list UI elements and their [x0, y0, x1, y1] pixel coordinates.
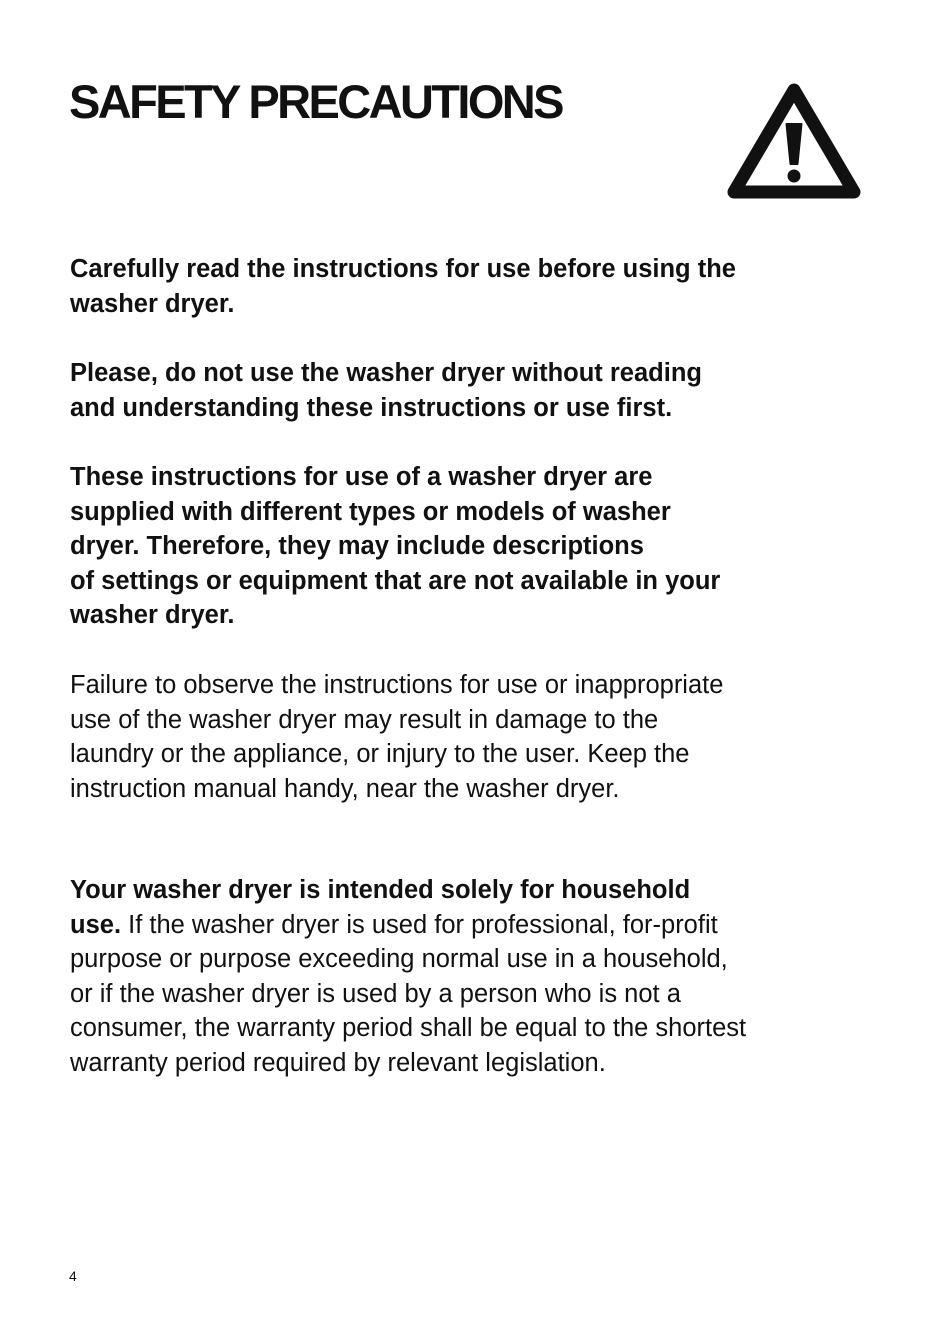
read-instructions-paragraph [70, 252, 890, 321]
text-line: and understanding these instructions or use first. [70, 393, 673, 422]
text-line: consumer, the warranty period shall be equal to the shortest [70, 1014, 747, 1043]
use-label: use. [70, 910, 122, 939]
text-line: purpose or purpose exceeding normal use in a household, [70, 945, 728, 974]
text-line [70, 908, 890, 943]
text-line: of settings or equipment that are not available in your [70, 566, 721, 595]
page-title: SAFETY PRECAUTIONS [69, 75, 562, 128]
text-line: Failure to observe the instructions for use or inappropriate [70, 671, 724, 699]
do-not-use-paragraph [70, 356, 890, 425]
text-line-rest: If the washer dryer is used for professional, for-profit [121, 910, 718, 939]
warning-triangle-icon [724, 80, 864, 204]
text-line: washer dryer. [70, 289, 235, 318]
text-line: laundry or the appliance, or injury to the user. Keep the [70, 740, 690, 769]
text-line: or if the washer dryer is used by a person who is not a [70, 979, 681, 1008]
failure-warning-paragraph [70, 668, 890, 806]
text-line: instruction manual handy, near the washer dryer. [70, 774, 620, 803]
text-line: dryer. Therefore, they may include descriptions [70, 532, 644, 561]
household-use-heading: Your washer dryer is intended solely for household [70, 876, 691, 904]
text-line: Please, do not use the washer dryer without reading [70, 359, 702, 387]
text-line: These instructions for use of a washer dryer are [70, 463, 653, 491]
text-line: warranty period required by relevant legislation. [70, 1048, 606, 1077]
page-number: 4 [69, 1268, 77, 1284]
text-line: use of the washer dryer may result in damage to the [70, 705, 659, 734]
text-line: Carefully read the instructions for use before using the [70, 255, 736, 283]
text-line: washer dryer. [70, 601, 235, 630]
models-notice-paragraph [70, 460, 890, 633]
text-line: supplied with different types or models of washer [70, 497, 671, 526]
household-use-paragraph [70, 873, 890, 1081]
